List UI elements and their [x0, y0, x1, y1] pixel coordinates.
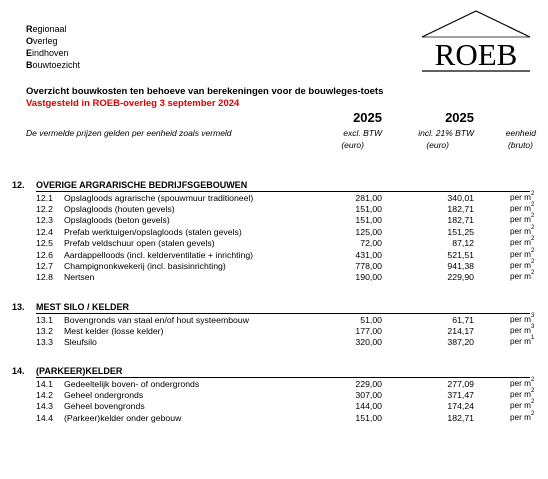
unit-text: per m: [510, 260, 531, 270]
item-description: Geheel ondergronds: [64, 389, 144, 400]
org-line-3: Eindhoven: [26, 48, 69, 58]
unit-exponent: 3: [530, 323, 535, 330]
item-description: Mest kelder (losse kelder): [64, 325, 164, 336]
item-code: 14.4: [36, 412, 53, 423]
unit-exponent: 2: [530, 376, 535, 383]
item-code: 14.3: [36, 401, 53, 412]
item-code: 13.1: [36, 314, 53, 325]
excl-label: excl. BTW: [343, 128, 382, 138]
price-excl-btw: 229,00: [355, 378, 382, 389]
price-excl-btw: 320,00: [355, 337, 382, 348]
item-description: Prefab werktuigen/opslagloods (stalen gevels): [64, 226, 242, 237]
unit-exponent: 2: [530, 201, 535, 208]
item-code: 12.4: [36, 226, 53, 237]
excl-currency: (euro): [341, 140, 364, 150]
unit-exponent: 2: [530, 224, 535, 231]
price-incl-btw: 182,71: [447, 203, 474, 214]
unit-label: eenheid: [505, 128, 536, 138]
incl-currency: (euro): [426, 140, 449, 150]
price-note: De vermelde prijzen gelden per eenheid zoals vermeld: [26, 128, 232, 138]
price-excl-btw: 151,00: [355, 215, 382, 226]
item-unit: [510, 376, 535, 388]
item-code: 12.5: [36, 238, 53, 249]
price-incl-btw: 941,38: [447, 260, 474, 271]
price-excl-btw: 144,00: [355, 401, 382, 412]
unit-text: per m: [510, 272, 531, 282]
unit-exponent: 3: [530, 312, 535, 319]
item-code: 13.2: [36, 325, 53, 336]
price-excl-btw: 281,00: [355, 192, 382, 203]
item-description: Bovengronds van staal en/of hout systeembouw: [64, 314, 249, 325]
section-title: OVERIGE ARGRARISCHE BEDRIJFSGEBOUWEN: [36, 180, 248, 190]
unit-text: per m: [510, 192, 531, 202]
unit-text: per m: [510, 378, 531, 388]
price-excl-btw: 72,00: [360, 238, 382, 249]
item-code: 12.2: [36, 203, 53, 214]
org-line-2: Overleg: [26, 36, 58, 46]
incl-year: 2025: [445, 110, 474, 125]
item-description: Opslagloods agrarische (spouwmuur traditioneel): [64, 192, 254, 203]
item-description: Nertsen: [64, 272, 95, 283]
price-excl-btw: 125,00: [355, 226, 382, 237]
unit-exponent: 2: [530, 270, 535, 277]
item-description: Geheel bovengronds: [64, 401, 145, 412]
org-line-4: Bouwtoezicht: [26, 60, 81, 70]
document-subtitle: Vastgesteld in ROEB-overleg 3 september 2024: [26, 98, 240, 109]
item-unit: [510, 215, 534, 224]
item-unit: [510, 410, 535, 422]
price-excl-btw: 307,00: [355, 389, 382, 400]
section-number: 12.: [12, 180, 25, 190]
unit-sub: (bruto): [507, 140, 533, 150]
unit-exponent: 2: [530, 410, 535, 417]
item-unit: [510, 401, 534, 410]
price-incl-btw: 151,25: [447, 226, 474, 237]
item-description: Aardappelloods (incl. kelderventilatie + inrichting): [64, 249, 254, 260]
price-incl-btw: 387,20: [447, 337, 474, 348]
unit-exponent: 2: [530, 247, 535, 254]
price-incl-btw: 521,51: [447, 249, 474, 260]
item-code: 14.1: [36, 378, 53, 389]
price-incl-btw: 61,71: [452, 314, 474, 325]
item-unit: [510, 201, 535, 213]
item-description: Sleufsilo: [64, 337, 97, 348]
price-incl-btw: 340,01: [447, 192, 474, 203]
item-unit: [510, 258, 535, 270]
price-excl-btw: 190,00: [355, 272, 382, 283]
item-description: (Parkeer)kelder onder gebouw: [64, 412, 182, 423]
unit-text: per m: [510, 226, 531, 236]
unit-text: per m: [510, 215, 531, 225]
item-unit: [510, 337, 534, 346]
incl-label: incl. 21% BTW: [418, 128, 474, 138]
price-excl-btw: 778,00: [355, 260, 382, 271]
item-unit: [510, 190, 535, 202]
item-unit: [510, 323, 535, 335]
section-title: (PARKEER)KELDER: [36, 366, 123, 376]
price-incl-btw: 277,09: [447, 378, 474, 389]
price-excl-btw: 151,00: [355, 412, 382, 423]
item-unit: [510, 238, 534, 247]
price-excl-btw: 151,00: [355, 203, 382, 214]
item-description: Champignonkwekerij (incl. basisinrichting): [64, 260, 226, 271]
item-description: Prefab veldschuur open (stalen gevels): [64, 238, 215, 249]
unit-exponent: 2: [530, 387, 535, 394]
unit-text: per m: [510, 389, 531, 399]
item-unit: [510, 224, 535, 236]
item-code: 12.7: [36, 260, 53, 271]
unit-exponent: 1: [530, 335, 535, 342]
price-incl-btw: 87,12: [452, 238, 474, 249]
unit-text: per m: [510, 325, 531, 335]
unit-text: per m: [510, 337, 531, 347]
price-incl-btw: 182,71: [447, 412, 474, 423]
unit-text: per m: [510, 412, 531, 422]
unit-text: per m: [510, 401, 531, 411]
item-code: 12.1: [36, 192, 53, 203]
unit-exponent: 2: [530, 399, 535, 406]
item-code: 13.3: [36, 337, 53, 348]
unit-text: per m: [510, 314, 531, 324]
item-unit: [510, 312, 535, 324]
item-description: Opslagloods (houten gevels): [64, 203, 175, 214]
excl-year: 2025: [353, 110, 382, 125]
item-unit: [510, 387, 535, 399]
document-title: Overzicht bouwkosten ten behoeve van berekeningen voor de bouwleges-toets: [26, 86, 384, 97]
item-unit: [510, 272, 534, 281]
price-excl-btw: 51,00: [360, 314, 382, 325]
item-code: 12.8: [36, 272, 53, 283]
unit-exponent: 2: [530, 213, 535, 220]
section-title: MEST SILO / KELDER: [36, 302, 130, 312]
price-incl-btw: 214,17: [447, 325, 474, 336]
item-code: 12.6: [36, 249, 53, 260]
unit-exponent: 2: [530, 190, 535, 197]
price-excl-btw: 177,00: [355, 325, 382, 336]
item-code: 14.2: [36, 389, 53, 400]
logo-text: ROEB: [434, 37, 518, 72]
unit-text: per m: [510, 238, 531, 248]
org-line-1: Regionaal: [26, 24, 67, 34]
price-incl-btw: 182,71: [447, 215, 474, 226]
price-excl-btw: 431,00: [355, 249, 382, 260]
unit-exponent: 2: [530, 236, 535, 243]
price-incl-btw: 174,24: [447, 401, 474, 412]
roeb-logo: [416, 7, 536, 75]
section-number: 13.: [12, 302, 25, 312]
unit-exponent: 2: [530, 258, 535, 265]
item-code: 12.3: [36, 215, 53, 226]
unit-text: per m: [510, 249, 531, 259]
price-incl-btw: 371,47: [447, 389, 474, 400]
item-unit: [510, 247, 535, 259]
unit-text: per m: [510, 203, 531, 213]
item-description: Opslagloods (beton gevels): [64, 215, 170, 226]
item-description: Gedeeltelijk boven- of ondergronds: [64, 378, 200, 389]
price-incl-btw: 229,90: [447, 272, 474, 283]
section-number: 14.: [12, 366, 25, 376]
